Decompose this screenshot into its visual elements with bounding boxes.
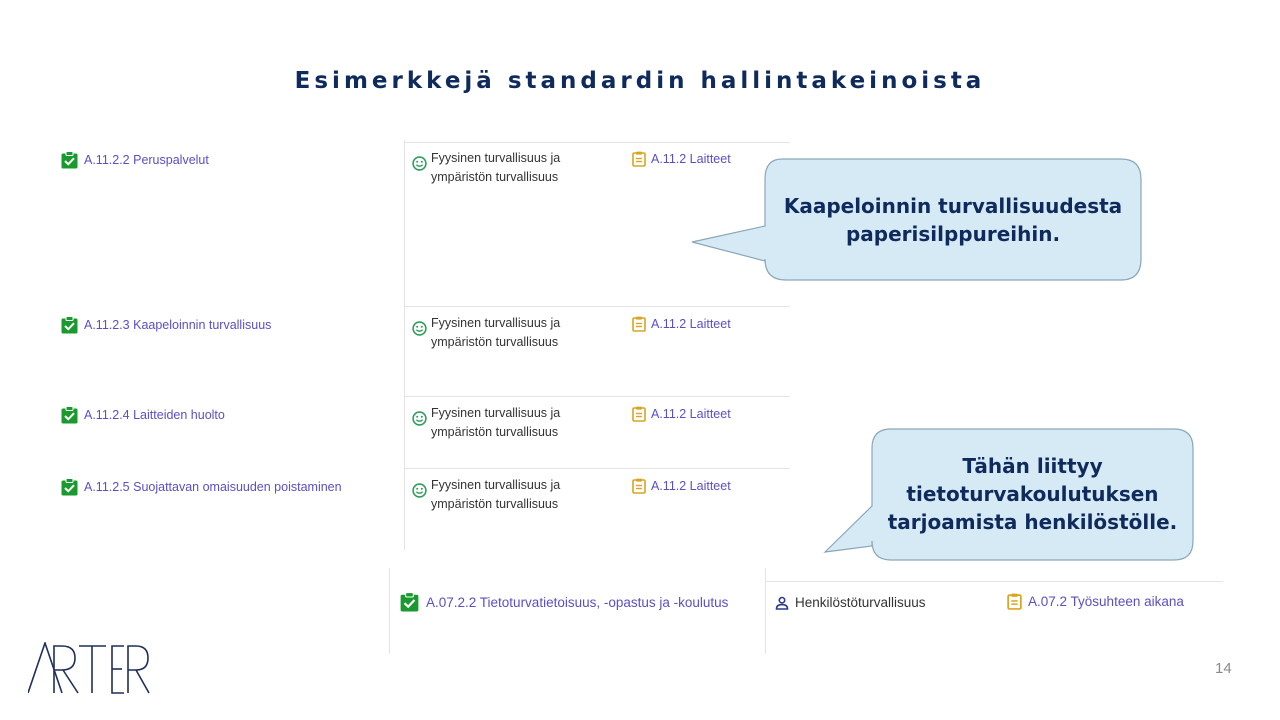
- category-cell: [412, 404, 560, 442]
- clipboard-icon: [632, 151, 646, 167]
- category-label: Henkilöstöturvallisuus: [795, 595, 926, 610]
- table-divider-vertical: [404, 140, 405, 550]
- group-link-label: A.07.2 Työsuhteen aikana: [1028, 594, 1184, 609]
- table-divider-row: [404, 396, 790, 397]
- category-cell: [412, 314, 560, 352]
- callout-line: paperisilppureihin.: [845, 221, 1061, 246]
- check-clipboard-icon: [61, 316, 78, 334]
- group-link-a-11-2[interactable]: [632, 316, 731, 332]
- control-link-label: A.11.2.3 Kaapeloinnin turvallisuus: [84, 318, 272, 332]
- smiley-icon: [412, 321, 427, 336]
- clipboard-icon: [1007, 593, 1022, 610]
- callout-line: tietoturvakoulutuksen: [906, 482, 1159, 506]
- category-cell: [412, 149, 560, 187]
- control-link-label: A.11.2.5 Suojattavan omaisuuden poistaminen: [84, 480, 342, 494]
- arter-logo: [28, 642, 150, 699]
- callout-line: Tähän liittyy: [962, 454, 1103, 478]
- table-divider-row: [765, 581, 1223, 582]
- category-label-line1: Fyysinen turvallisuus ja: [431, 151, 561, 165]
- category-cell: [775, 593, 926, 612]
- table-divider-row: [404, 306, 790, 307]
- smiley-icon: [412, 483, 427, 498]
- control-link-a-07-2-2[interactable]: [400, 592, 728, 612]
- control-link-a-11-2-5[interactable]: [61, 478, 342, 496]
- group-link-a-11-2[interactable]: [632, 406, 731, 422]
- category-label-line1: Fyysinen turvallisuus ja: [431, 406, 561, 420]
- category-label-line1: Fyysinen turvallisuus ja: [431, 478, 561, 492]
- table-divider-vertical: [389, 568, 390, 654]
- callout-line: Kaapeloinnin turvallisuudesta: [783, 193, 1123, 218]
- clipboard-icon: [632, 478, 646, 494]
- callout-cabling: [690, 158, 1143, 282]
- control-link-label: A.11.2.2 Peruspalvelut: [84, 153, 209, 167]
- control-link-label: A.11.2.4 Laitteiden huolto: [84, 408, 225, 422]
- category-label-line1: Fyysinen turvallisuus ja: [431, 316, 561, 330]
- category-label-line2: ympäristön turvallisuus: [431, 425, 559, 439]
- category-cell: [412, 476, 560, 514]
- check-clipboard-icon: [61, 151, 78, 169]
- clipboard-icon: [632, 406, 646, 422]
- category-label-line2: ympäristön turvallisuus: [431, 170, 559, 184]
- group-link-label: A.11.2 Laitteet: [651, 317, 731, 331]
- check-clipboard-icon: [400, 592, 419, 612]
- callout-line: tarjoamista henkilöstölle.: [887, 510, 1178, 534]
- control-link-a-11-2-4[interactable]: [61, 406, 225, 424]
- smiley-icon: [412, 411, 427, 426]
- page-number: 14: [1215, 660, 1232, 677]
- table-divider-row: [404, 468, 790, 469]
- control-link-label: A.07.2.2 Tietoturvatietoisuus, -opastus ja -koulutus: [426, 594, 729, 610]
- category-label-line2: ympäristön turvallisuus: [431, 335, 559, 349]
- smiley-icon: [412, 156, 427, 171]
- check-clipboard-icon: [61, 406, 78, 424]
- person-icon: [775, 596, 789, 610]
- category-label-line2: ympäristön turvallisuus: [431, 497, 559, 511]
- clipboard-icon: [632, 316, 646, 332]
- group-link-label: A.11.2 Laitteet: [651, 152, 731, 166]
- control-link-a-11-2-2[interactable]: [61, 151, 209, 169]
- group-link-a-07-2[interactable]: [1007, 593, 1184, 610]
- group-link-label: A.11.2 Laitteet: [651, 479, 731, 493]
- slide-title: Esimerkkejä standardin hallintakeinoista: [294, 68, 986, 94]
- group-link-label: A.11.2 Laitteet: [651, 407, 731, 421]
- callout-training: [823, 428, 1195, 562]
- check-clipboard-icon: [61, 478, 78, 496]
- table-divider-row: [404, 142, 790, 143]
- group-link-a-11-2[interactable]: [632, 478, 731, 494]
- control-link-a-11-2-3[interactable]: [61, 316, 271, 334]
